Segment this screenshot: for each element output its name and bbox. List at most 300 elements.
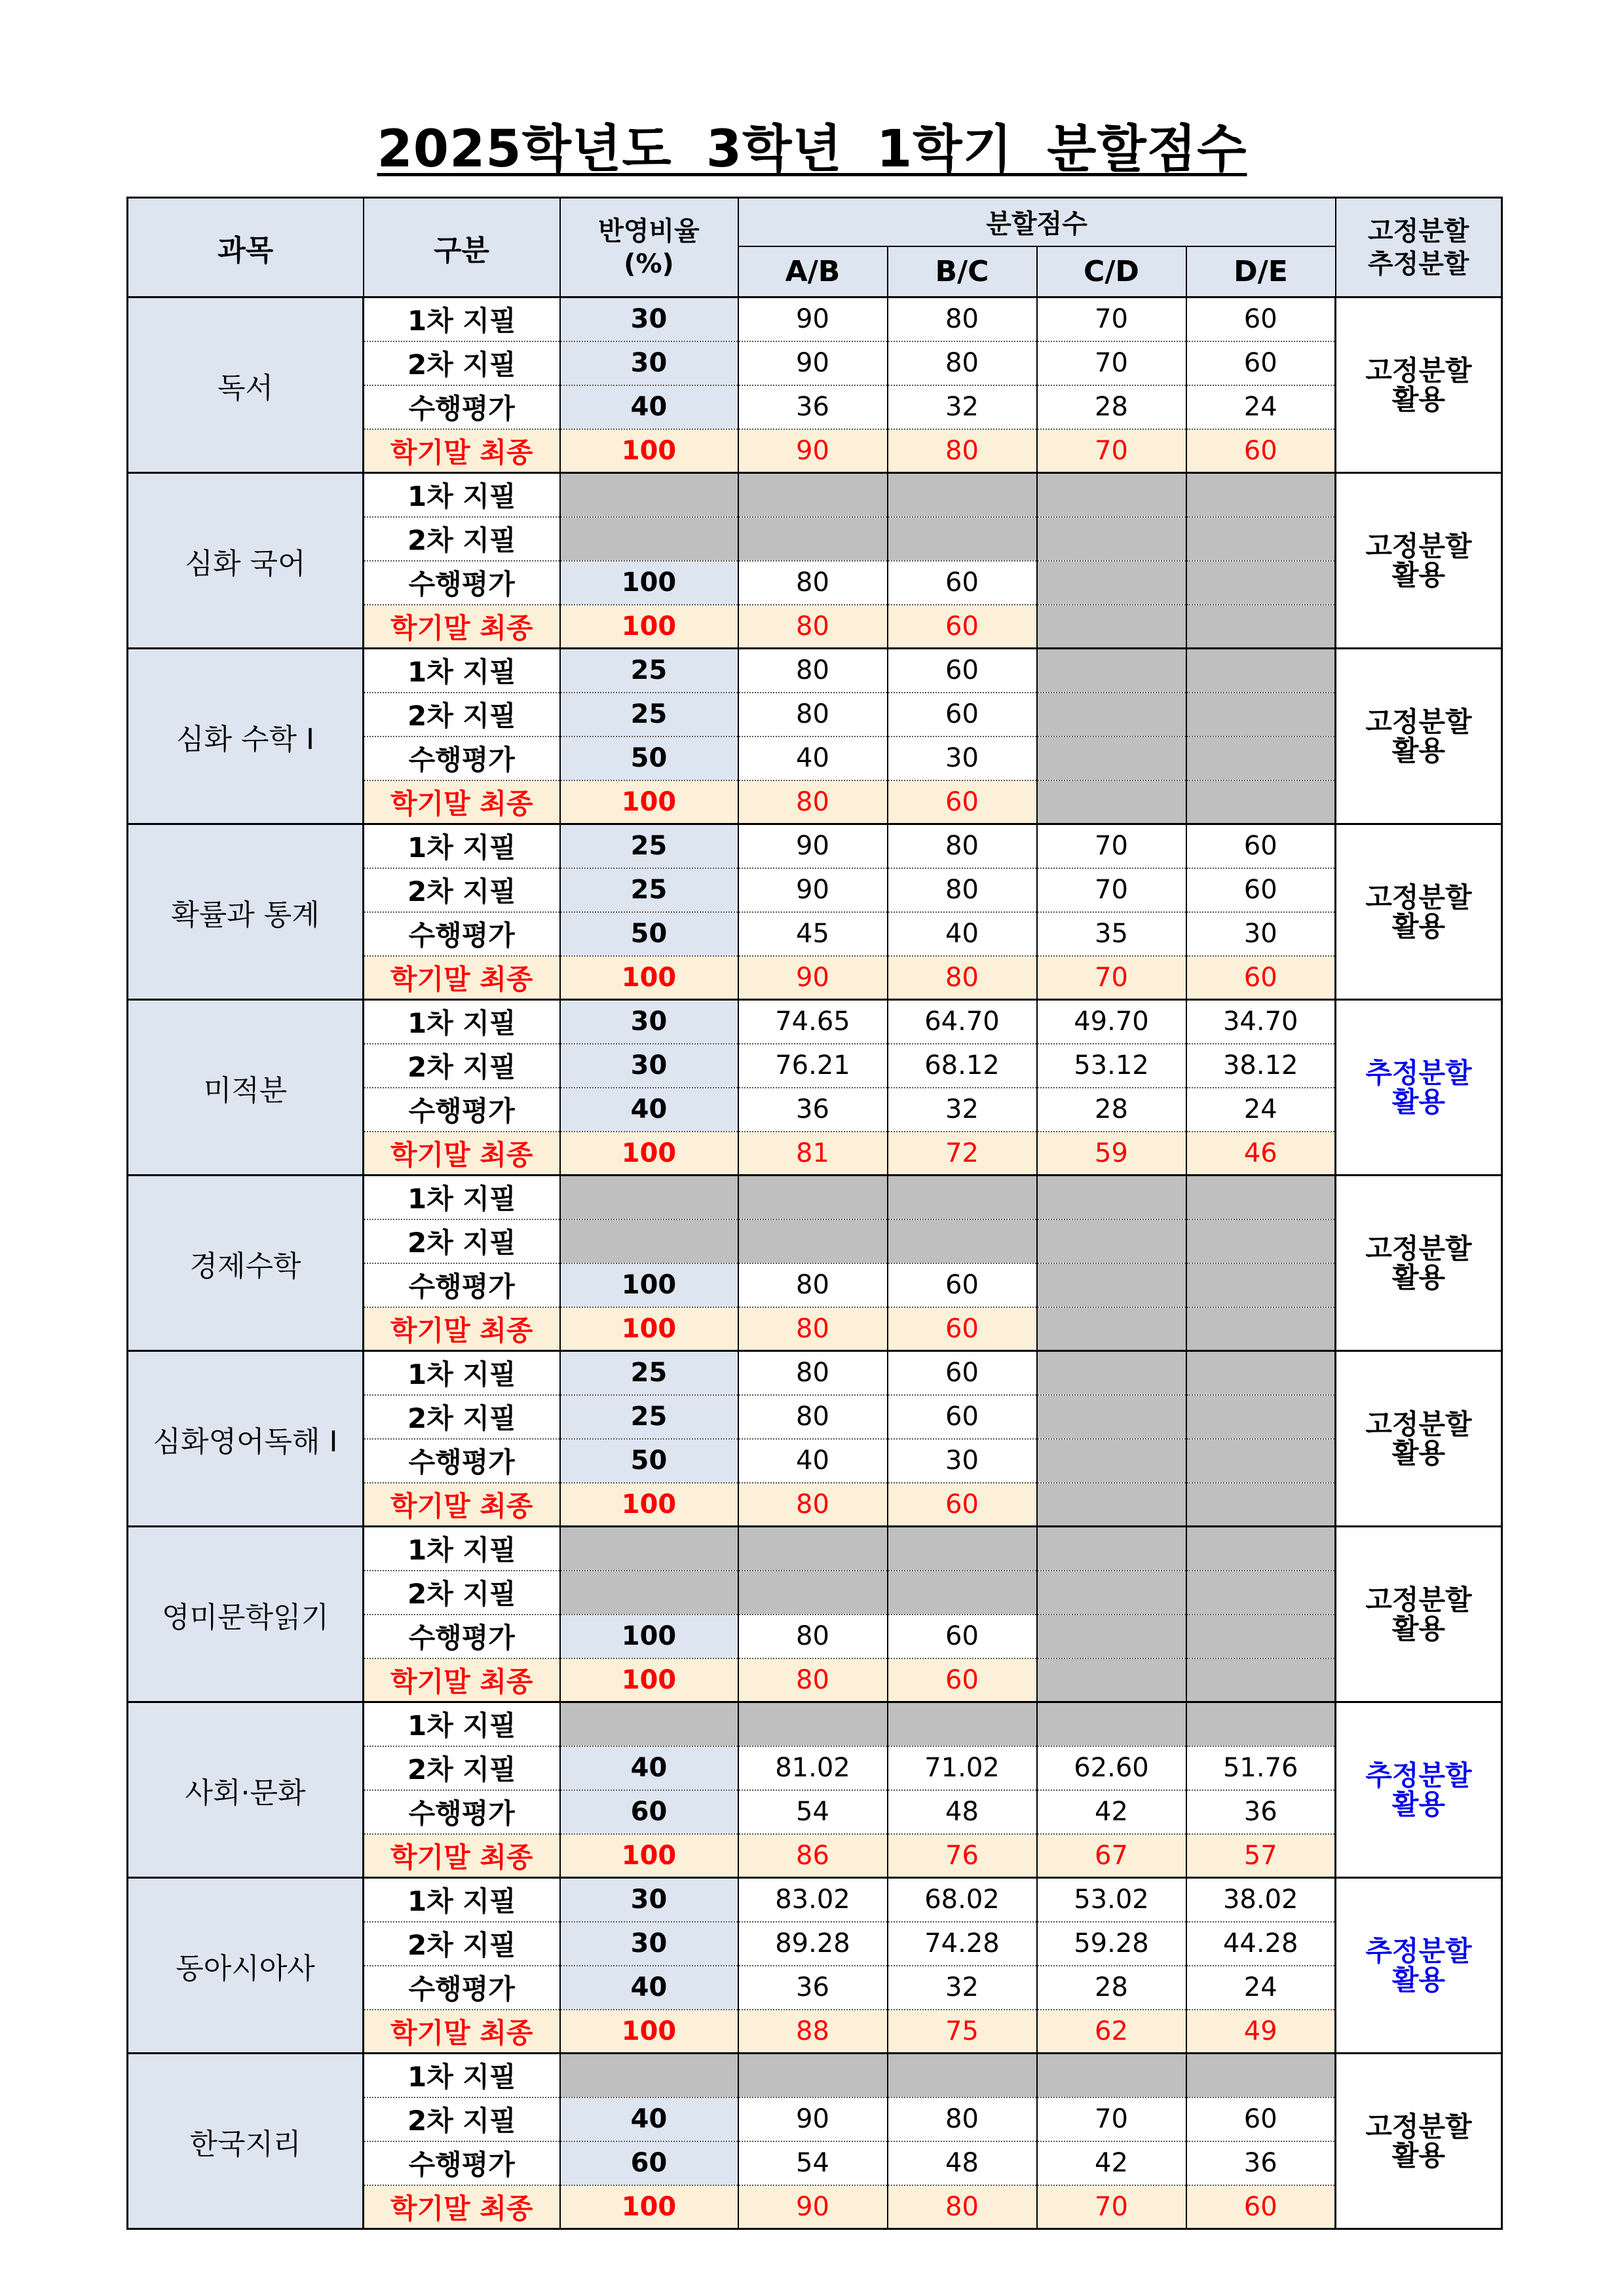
split-score-cell: 80 [738, 1351, 888, 1395]
split-score-cell: 71.02 [888, 1746, 1037, 1790]
split-score-cell: 46 [1186, 1132, 1336, 1176]
split-score-cell: 42 [1037, 1790, 1186, 1834]
row-category: 수행평가 [364, 561, 560, 605]
split-score-cell [1186, 605, 1336, 649]
split-type-note-line: 고정분할 [1365, 1407, 1472, 1440]
split-score-cell: 60 [1186, 868, 1336, 912]
row-ratio: 25 [560, 1351, 738, 1395]
split-score-cell: 60 [888, 1307, 1037, 1351]
subject-name: 독서 [128, 297, 364, 473]
split-score-cell [1186, 1351, 1336, 1395]
row-category: 수행평가 [364, 737, 560, 780]
row-category: 1차 지필 [364, 1702, 560, 1746]
split-score-cell: 51.76 [1186, 1746, 1336, 1790]
subject-name: 심화 수학 I [128, 649, 364, 824]
row-ratio: 100 [560, 1132, 738, 1176]
split-score-cell: 60 [1186, 2097, 1336, 2141]
split-score-cell: 57 [1186, 1834, 1336, 1878]
split-type-note-line: 고정분할 [1365, 529, 1472, 562]
table-row [128, 473, 1502, 517]
split-score-cell: 49 [1186, 2010, 1336, 2054]
row-category: 1차 지필 [364, 297, 560, 341]
split-type-note [1336, 1176, 1502, 1351]
header-grade-cd: C/D [1037, 246, 1186, 297]
row-category: 2차 지필 [364, 693, 560, 737]
header-grade-de: D/E [1186, 246, 1336, 297]
row-ratio: 30 [560, 1000, 738, 1044]
row-ratio: 100 [560, 1615, 738, 1658]
split-score-cell: 89.28 [738, 1922, 888, 1966]
split-score-cell: 49.70 [1037, 1000, 1186, 1044]
split-score-cell: 80 [888, 824, 1037, 868]
split-score-cell: 28 [1037, 1966, 1186, 2010]
row-ratio: 100 [560, 956, 738, 1000]
split-score-cell: 80 [888, 956, 1037, 1000]
row-category: 수행평가 [364, 2141, 560, 2185]
split-score-cell [1037, 693, 1186, 737]
split-score-cell: 45 [738, 912, 888, 956]
split-score-cell: 60 [888, 649, 1037, 693]
split-score-cell [738, 1219, 888, 1263]
row-category: 학기말 최종 [364, 2010, 560, 2054]
split-score-cell [1037, 1219, 1186, 1263]
split-type-note-line: 활용 [1391, 1261, 1446, 1293]
row-category: 학기말 최종 [364, 429, 560, 473]
split-type-note-line: 고정분할 [1365, 1232, 1472, 1265]
split-score-cell [1037, 1439, 1186, 1483]
split-score-cell: 60 [888, 1615, 1037, 1658]
split-type-note-line: 활용 [1391, 383, 1446, 415]
split-score-cell: 53.12 [1037, 1044, 1186, 1088]
row-category: 학기말 최종 [364, 2185, 560, 2229]
header-split-type-line2: 추정분할 [1367, 248, 1469, 279]
split-score-cell: 60 [888, 693, 1037, 737]
split-score-cell: 80 [738, 561, 888, 605]
split-score-cell: 80 [738, 1263, 888, 1307]
split-score-cell: 76 [888, 1834, 1037, 1878]
row-ratio: 100 [560, 429, 738, 473]
split-score-cell [1186, 1571, 1336, 1615]
split-score-cell [738, 473, 888, 517]
split-score-cell [888, 1571, 1037, 1615]
row-ratio: 30 [560, 297, 738, 341]
split-score-cell [1037, 1263, 1186, 1307]
row-ratio: 100 [560, 1307, 738, 1351]
split-score-cell [738, 1527, 888, 1571]
split-score-cell: 32 [888, 1966, 1037, 2010]
split-score-cell [1186, 1395, 1336, 1439]
split-score-cell: 53.02 [1037, 1878, 1186, 1922]
split-score-cell: 80 [738, 605, 888, 649]
row-ratio [560, 517, 738, 561]
row-ratio: 100 [560, 1834, 738, 1878]
split-score-cell: 54 [738, 1790, 888, 1834]
row-category: 1차 지필 [364, 1351, 560, 1395]
split-score-cell: 80 [888, 341, 1037, 385]
split-type-note [1336, 1878, 1502, 2054]
row-category: 수행평가 [364, 1439, 560, 1483]
split-type-note-line: 추정분할 [1365, 1934, 1472, 1967]
row-ratio: 100 [560, 1658, 738, 1702]
row-ratio: 40 [560, 1966, 738, 2010]
split-score-cell [1037, 517, 1186, 561]
split-type-note-line: 추정분할 [1365, 1056, 1472, 1089]
split-score-cell: 90 [738, 341, 888, 385]
row-ratio: 100 [560, 2185, 738, 2229]
split-score-cell [888, 1219, 1037, 1263]
split-score-cell [1037, 1571, 1186, 1615]
row-category: 2차 지필 [364, 1044, 560, 1088]
row-category: 1차 지필 [364, 649, 560, 693]
row-ratio [560, 1176, 738, 1219]
split-score-cell: 60 [888, 1658, 1037, 1702]
split-score-cell: 70 [1037, 429, 1186, 473]
row-category: 1차 지필 [364, 2054, 560, 2097]
row-category: 1차 지필 [364, 1527, 560, 1571]
table-row [128, 1878, 1502, 1922]
split-score-cell: 44.28 [1186, 1922, 1336, 1966]
split-score-cell [738, 1571, 888, 1615]
subject-name: 경제수학 [128, 1176, 364, 1351]
row-category: 2차 지필 [364, 1219, 560, 1263]
split-score-cell: 60 [1186, 824, 1336, 868]
split-score-cell: 28 [1037, 385, 1186, 429]
split-score-cell: 54 [738, 2141, 888, 2185]
split-type-note-line: 고정분할 [1365, 1583, 1472, 1616]
split-score-cell [888, 1527, 1037, 1571]
split-type-note [1336, 2054, 1502, 2229]
split-score-cell [1186, 737, 1336, 780]
split-score-cell: 80 [738, 1483, 888, 1527]
row-category: 2차 지필 [364, 1922, 560, 1966]
split-type-note [1336, 1527, 1502, 1702]
row-ratio: 100 [560, 1263, 738, 1307]
split-score-cell: 59.28 [1037, 1922, 1186, 1966]
split-score-cell: 60 [1186, 956, 1336, 1000]
split-score-cell [1186, 1658, 1336, 1702]
row-ratio: 100 [560, 605, 738, 649]
split-score-cell: 70 [1037, 297, 1186, 341]
split-score-cell [738, 2054, 888, 2097]
split-type-note-line: 활용 [1391, 1085, 1446, 1118]
split-score-cell: 68.12 [888, 1044, 1037, 1088]
split-score-cell [1037, 1615, 1186, 1658]
split-score-cell: 60 [888, 1263, 1037, 1307]
row-category: 2차 지필 [364, 868, 560, 912]
split-score-cell: 80 [888, 868, 1037, 912]
split-score-cell [1186, 473, 1336, 517]
row-category: 수행평가 [364, 1263, 560, 1307]
row-category: 학기말 최종 [364, 1834, 560, 1878]
split-score-cell: 32 [888, 385, 1037, 429]
row-ratio [560, 2054, 738, 2097]
split-score-cell: 80 [738, 1307, 888, 1351]
split-score-cell: 24 [1186, 1088, 1336, 1132]
split-type-note-line: 고정분할 [1365, 2110, 1472, 2143]
subject-name: 한국지리 [128, 2054, 364, 2229]
split-score-cell: 86 [738, 1834, 888, 1878]
split-type-note [1336, 1000, 1502, 1176]
split-score-cell: 90 [738, 2185, 888, 2229]
split-score-cell: 83.02 [738, 1878, 888, 1922]
split-score-cell: 80 [738, 780, 888, 824]
split-score-cell: 36 [1186, 2141, 1336, 2185]
split-score-cell: 70 [1037, 868, 1186, 912]
subject-name: 심화영어독해 I [128, 1351, 364, 1527]
split-score-cell: 24 [1186, 385, 1336, 429]
row-category: 학기말 최종 [364, 1658, 560, 1702]
row-category: 2차 지필 [364, 1395, 560, 1439]
row-ratio [560, 1527, 738, 1571]
split-score-cell [738, 1702, 888, 1746]
split-score-cell [888, 2054, 1037, 2097]
split-score-cell: 40 [888, 912, 1037, 956]
split-score-cell [1186, 1615, 1336, 1658]
split-score-cell: 32 [888, 1088, 1037, 1132]
split-score-cell: 28 [1037, 1088, 1186, 1132]
row-ratio [560, 1219, 738, 1263]
split-score-cell: 90 [738, 2097, 888, 2141]
split-score-cell: 80 [888, 2097, 1037, 2141]
split-score-cell: 59 [1037, 1132, 1186, 1176]
table-row [128, 297, 1502, 341]
split-score-cell: 90 [738, 868, 888, 912]
row-category: 1차 지필 [364, 1878, 560, 1922]
split-type-note [1336, 473, 1502, 649]
header-ratio-line2: (%) [624, 248, 674, 279]
row-category: 2차 지필 [364, 1746, 560, 1790]
split-score-cell: 90 [738, 956, 888, 1000]
split-type-note [1336, 1351, 1502, 1527]
split-score-cell: 70 [1037, 956, 1186, 1000]
split-score-cell [1186, 517, 1336, 561]
row-ratio: 25 [560, 1395, 738, 1439]
split-score-cell: 60 [888, 605, 1037, 649]
split-score-cell: 70 [1037, 2185, 1186, 2229]
row-ratio: 25 [560, 824, 738, 868]
split-score-cell: 80 [738, 1395, 888, 1439]
split-type-note-line: 활용 [1391, 2139, 1446, 2172]
row-category: 수행평가 [364, 1615, 560, 1658]
split-score-cell [1037, 1176, 1186, 1219]
table-row [128, 2054, 1502, 2097]
table-row [128, 1702, 1502, 1746]
split-score-cell: 80 [738, 693, 888, 737]
row-category: 2차 지필 [364, 341, 560, 385]
row-ratio [560, 473, 738, 517]
split-score-cell: 62 [1037, 2010, 1186, 2054]
row-ratio: 40 [560, 385, 738, 429]
split-score-cell [1186, 1527, 1336, 1571]
row-category: 학기말 최종 [364, 956, 560, 1000]
split-score-cell: 60 [888, 1395, 1037, 1439]
row-ratio [560, 1571, 738, 1615]
split-score-cell: 48 [888, 2141, 1037, 2185]
split-score-cell: 75 [888, 2010, 1037, 2054]
split-type-note [1336, 649, 1502, 824]
split-score-cell [1186, 1219, 1336, 1263]
split-score-cell [1037, 473, 1186, 517]
table-row [128, 1351, 1502, 1395]
split-score-cell [1037, 561, 1186, 605]
split-score-cell: 72 [888, 1132, 1037, 1176]
split-score-cell: 90 [738, 824, 888, 868]
split-type-note [1336, 1702, 1502, 1878]
row-category: 1차 지필 [364, 1000, 560, 1044]
header-category: 구분 [364, 198, 560, 297]
split-score-cell [1186, 1263, 1336, 1307]
split-score-cell [738, 1176, 888, 1219]
split-score-cell: 34.70 [1186, 1000, 1336, 1044]
header-grade-bc: B/C [888, 246, 1037, 297]
split-score-cell: 80 [888, 2185, 1037, 2229]
header-grade-ab: A/B [738, 246, 888, 297]
row-ratio: 50 [560, 1439, 738, 1483]
split-type-note-line: 고정분할 [1365, 354, 1472, 387]
header-split-type [1336, 198, 1502, 297]
split-score-cell [1186, 1439, 1336, 1483]
split-score-cell [738, 517, 888, 561]
split-score-cell: 67 [1037, 1834, 1186, 1878]
split-score-cell: 36 [738, 1088, 888, 1132]
split-score-cell: 38.12 [1186, 1044, 1336, 1088]
table-row [128, 824, 1502, 868]
split-score-cell: 62.60 [1037, 1746, 1186, 1790]
split-score-cell [1186, 561, 1336, 605]
split-score-cell [888, 1176, 1037, 1219]
page-title [0, 117, 1624, 182]
split-score-cell: 36 [1186, 1790, 1336, 1834]
split-score-cell [888, 517, 1037, 561]
split-score-cell [888, 1702, 1037, 1746]
row-ratio: 50 [560, 912, 738, 956]
split-score-cell: 90 [738, 297, 888, 341]
split-score-cell: 74.28 [888, 1922, 1037, 1966]
split-score-cell [1186, 2054, 1336, 2097]
row-ratio: 100 [560, 780, 738, 824]
row-category: 수행평가 [364, 1088, 560, 1132]
split-type-note-line: 활용 [1391, 1436, 1446, 1469]
split-type-note-line: 고정분할 [1365, 705, 1472, 738]
subject-name: 영미문학읽기 [128, 1527, 364, 1702]
row-ratio: 25 [560, 693, 738, 737]
row-category: 1차 지필 [364, 1176, 560, 1219]
row-category: 2차 지필 [364, 1571, 560, 1615]
split-score-cell: 60 [1186, 2185, 1336, 2229]
split-score-cell [1037, 605, 1186, 649]
split-type-note-line: 활용 [1391, 1612, 1446, 1645]
split-score-cell: 60 [1186, 297, 1336, 341]
split-score-cell: 90 [738, 429, 888, 473]
row-ratio: 30 [560, 1922, 738, 1966]
row-category: 수행평가 [364, 385, 560, 429]
table-row [128, 1000, 1502, 1044]
table-row [128, 649, 1502, 693]
split-score-cell [1186, 1307, 1336, 1351]
page-title-text: 2025학년도 3학년 1학기 분할점수 [377, 120, 1247, 179]
table-row [128, 1527, 1502, 1571]
split-score-cell: 35 [1037, 912, 1186, 956]
split-type-note-line: 활용 [1391, 909, 1446, 942]
subject-name: 사회·문화 [128, 1702, 364, 1878]
header-ratio [560, 198, 738, 297]
row-ratio: 50 [560, 737, 738, 780]
split-score-cell: 40 [738, 737, 888, 780]
split-score-cell: 70 [1037, 341, 1186, 385]
row-ratio: 30 [560, 341, 738, 385]
split-score-cell: 80 [738, 649, 888, 693]
split-score-cell: 80 [738, 1658, 888, 1702]
split-type-note-line: 활용 [1391, 734, 1446, 767]
subject-name: 확률과 통계 [128, 824, 364, 1000]
row-category: 2차 지필 [364, 517, 560, 561]
split-score-cell [888, 473, 1037, 517]
split-score-cell: 76.21 [738, 1044, 888, 1088]
split-score-cell [1037, 1351, 1186, 1395]
split-score-cell: 81 [738, 1132, 888, 1176]
table-row [128, 1176, 1502, 1219]
split-score-cell [1037, 1483, 1186, 1527]
split-score-cell [1186, 1176, 1336, 1219]
split-type-note-line: 고정분할 [1365, 881, 1472, 913]
row-ratio [560, 1702, 738, 1746]
split-score-cell: 70 [1037, 2097, 1186, 2141]
split-score-cell: 60 [888, 1351, 1037, 1395]
subject-name: 동아시아사 [128, 1878, 364, 2054]
split-type-note-line: 활용 [1391, 1963, 1446, 1996]
split-score-cell [1037, 737, 1186, 780]
split-score-cell: 30 [888, 1439, 1037, 1483]
row-category: 학기말 최종 [364, 1307, 560, 1351]
split-score-cell: 80 [888, 297, 1037, 341]
split-score-table [126, 197, 1503, 2230]
subject-name: 심화 국어 [128, 473, 364, 649]
split-score-cell [1037, 1527, 1186, 1571]
row-ratio: 30 [560, 1878, 738, 1922]
split-score-cell: 60 [888, 1483, 1037, 1527]
split-type-note-line: 활용 [1391, 558, 1446, 591]
row-category: 수행평가 [364, 1790, 560, 1834]
header-split-type-line1: 고정분할 [1367, 216, 1469, 246]
row-category: 학기말 최종 [364, 1132, 560, 1176]
split-type-note-line: 추정분할 [1365, 1759, 1472, 1791]
row-category: 수행평가 [364, 1966, 560, 2010]
row-ratio: 100 [560, 561, 738, 605]
split-score-cell: 36 [738, 385, 888, 429]
row-category: 학기말 최종 [364, 1483, 560, 1527]
split-score-cell [1186, 780, 1336, 824]
row-ratio: 100 [560, 2010, 738, 2054]
row-category: 1차 지필 [364, 824, 560, 868]
split-score-cell [1186, 1702, 1336, 1746]
split-score-cell [1037, 1395, 1186, 1439]
split-score-cell: 68.02 [888, 1878, 1037, 1922]
row-ratio: 60 [560, 1790, 738, 1834]
split-score-cell: 40 [738, 1439, 888, 1483]
row-category: 1차 지필 [364, 473, 560, 517]
subject-name: 미적분 [128, 1000, 364, 1176]
split-score-cell: 80 [738, 1615, 888, 1658]
split-score-cell [1037, 1702, 1186, 1746]
split-score-cell [1037, 649, 1186, 693]
header-subject: 과목 [128, 198, 364, 297]
split-score-cell: 36 [738, 1966, 888, 2010]
split-score-cell [1186, 1483, 1336, 1527]
split-score-cell: 60 [888, 780, 1037, 824]
split-score-cell: 60 [1186, 341, 1336, 385]
row-ratio: 25 [560, 868, 738, 912]
header-ratio-line1: 반영비율 [598, 216, 700, 246]
